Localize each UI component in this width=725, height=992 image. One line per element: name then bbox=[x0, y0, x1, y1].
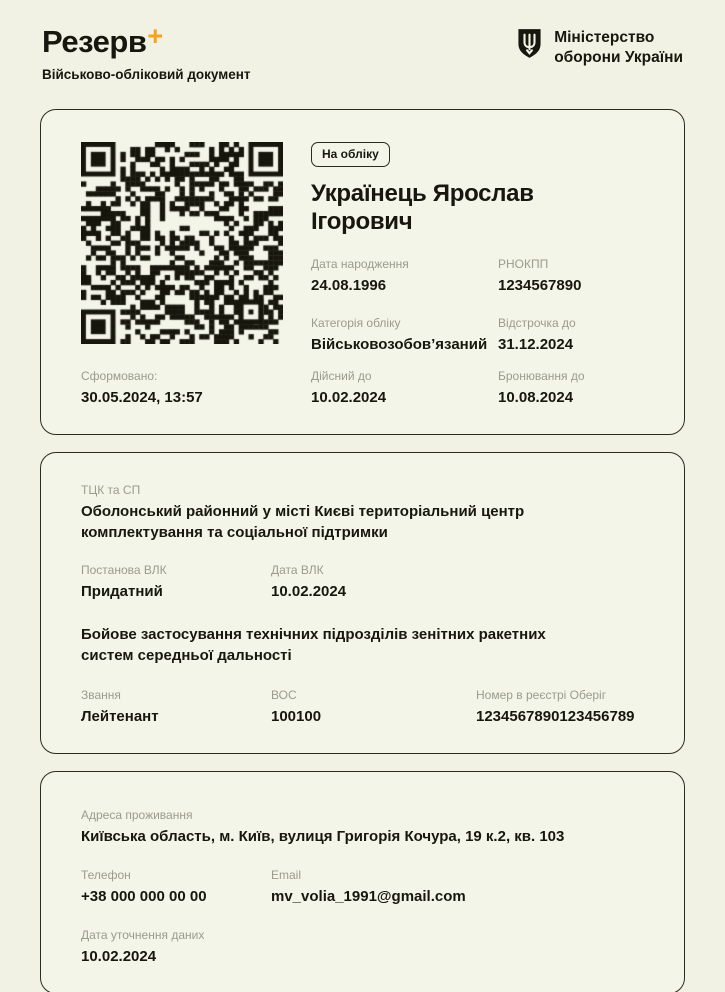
vos-label: ВОС bbox=[271, 688, 297, 703]
address-value: Київська область, м. Київ, вулиця Григорія Кочура, 19 к.2, кв. 103 bbox=[81, 828, 565, 846]
contact-info-card bbox=[40, 771, 685, 992]
rank-label: Звання bbox=[81, 688, 121, 703]
data-updated-label: Дата уточнення даних bbox=[81, 927, 205, 942]
trident-shield-icon bbox=[516, 28, 543, 64]
birth-date-field bbox=[311, 257, 498, 296]
oberig-value: 1234567890123456789 bbox=[476, 708, 635, 726]
valid-until-label: Дійсний до bbox=[311, 369, 372, 384]
generated-field bbox=[81, 369, 311, 408]
tck-value: Оболонський районний у місті Києві територіальний центр комплектування та соціальної підтримки bbox=[81, 503, 525, 541]
birth-date-value: 24.08.1996 bbox=[311, 276, 387, 294]
vlk-decision-value: Придатний bbox=[81, 582, 163, 600]
rank-field bbox=[81, 688, 271, 727]
vlk-decision-label: Постанова ВЛК bbox=[81, 562, 167, 577]
person-full-name: Українець Ярослав Ігорович bbox=[311, 180, 534, 235]
booking-until-value: 10.08.2024 bbox=[498, 389, 574, 407]
email-label: Email bbox=[271, 867, 302, 882]
category-field bbox=[311, 316, 498, 355]
vlk-decision-field bbox=[81, 563, 271, 602]
ministry-line1: Міністерство bbox=[554, 29, 655, 46]
military-info-card bbox=[40, 452, 685, 754]
valid-until-field bbox=[311, 369, 498, 408]
vlk-date-label: Дата ВЛК bbox=[271, 562, 324, 577]
data-updated-field bbox=[81, 928, 644, 967]
phone-label: Телефон bbox=[81, 867, 131, 882]
qr-code bbox=[81, 142, 283, 344]
email-field bbox=[271, 868, 644, 907]
ministry-line2: оборони України bbox=[554, 48, 683, 66]
data-updated-value: 10.02.2024 bbox=[81, 947, 157, 965]
vlk-date-value: 10.02.2024 bbox=[271, 582, 347, 600]
qr-code-canvas bbox=[81, 142, 283, 344]
tck-label: ТЦК та СП bbox=[81, 483, 141, 498]
deferral-value: 31.12.2024 bbox=[498, 335, 574, 353]
rank-value: Лейтенант bbox=[81, 708, 159, 726]
generated-label: Сформовано: bbox=[81, 369, 158, 384]
phone-value: +38 000 000 00 00 bbox=[81, 887, 207, 905]
status-badge: На обліку bbox=[311, 142, 390, 167]
oberig-label: Номер в реєстрі Оберіг bbox=[476, 688, 607, 703]
rnokpp-label: РНОКПП bbox=[498, 256, 549, 271]
tck-field bbox=[81, 483, 644, 543]
deferral-label: Відстрочка до bbox=[498, 315, 576, 330]
birth-date-label: Дата народження bbox=[311, 256, 409, 271]
booking-until-field bbox=[498, 369, 644, 408]
email-value: mv_volia_1991@gmail.com bbox=[271, 887, 466, 905]
deferral-field bbox=[498, 316, 644, 355]
address-label: Адреса проживання bbox=[81, 808, 193, 823]
rnokpp-value: 1234567890 bbox=[498, 276, 582, 294]
vlk-date-field bbox=[271, 563, 644, 602]
booking-until-label: Бронювання до bbox=[498, 369, 585, 384]
ministry-block bbox=[516, 28, 683, 68]
document-summary bbox=[311, 142, 644, 355]
address-field bbox=[81, 808, 644, 847]
oberig-field bbox=[476, 688, 644, 727]
generated-value: 30.05.2024, 13:57 bbox=[81, 389, 203, 407]
vos-value: 100100 bbox=[271, 708, 322, 726]
ministry-name bbox=[554, 28, 683, 68]
app-header bbox=[0, 0, 725, 82]
rnokpp-field bbox=[498, 257, 644, 296]
valid-until-value: 10.02.2024 bbox=[311, 389, 387, 407]
vos-field bbox=[271, 688, 476, 727]
app-title: Резерв bbox=[42, 24, 147, 59]
brand-block bbox=[42, 21, 251, 82]
phone-field bbox=[81, 868, 271, 907]
category-value: Військовозобов’язаний bbox=[311, 335, 488, 353]
specialty-text: Бойове застосування технічних підрозділів зенітних ракетних систем середньої дальності bbox=[81, 626, 546, 665]
document-subtitle: Військово-обліковий документ bbox=[42, 67, 251, 82]
category-label: Категорія обліку bbox=[311, 315, 401, 330]
document-card bbox=[40, 109, 685, 435]
brand-plus-icon: + bbox=[147, 21, 164, 51]
